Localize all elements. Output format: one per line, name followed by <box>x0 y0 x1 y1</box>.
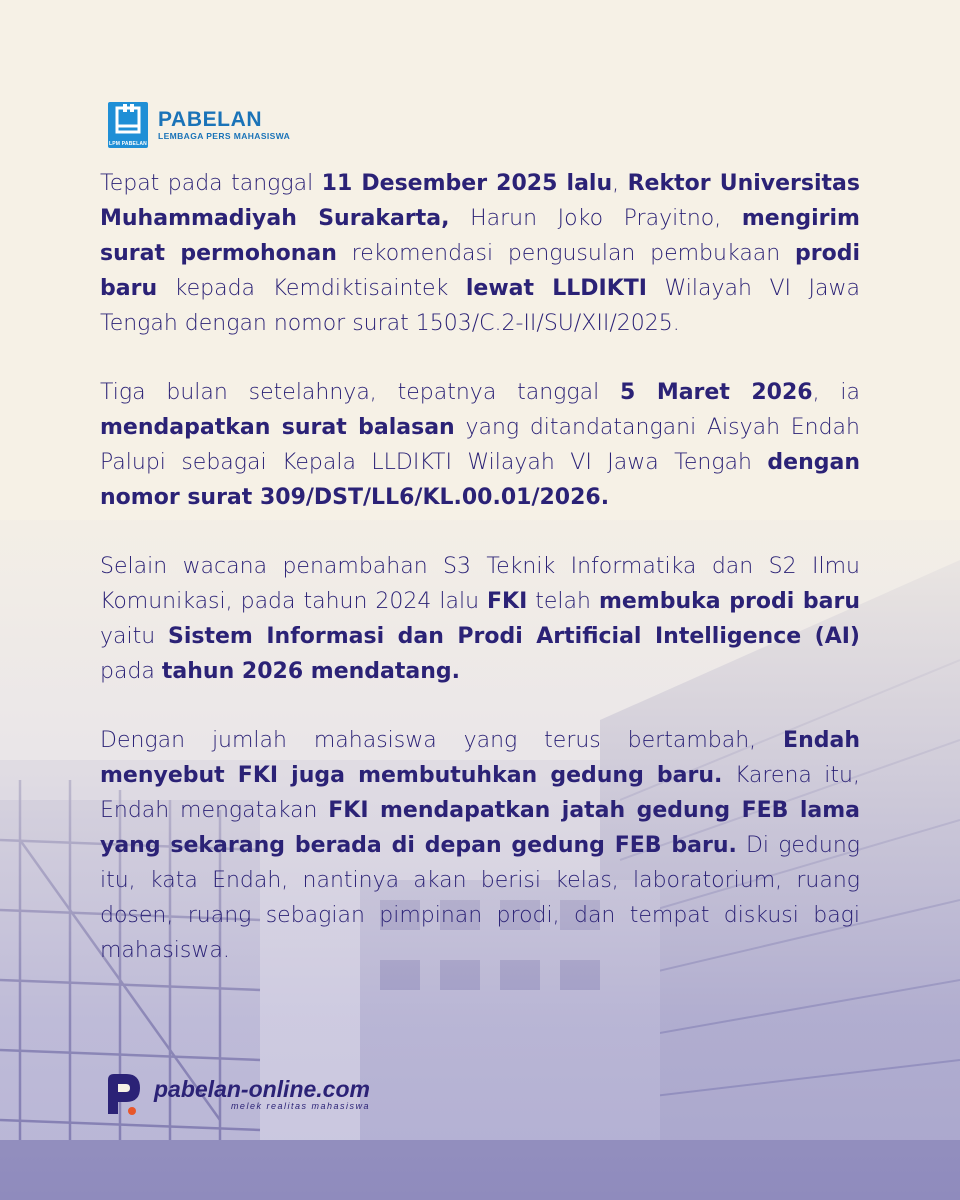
text-run: Di gedung itu, kata Endah, nantinya akan berisi kelas, laboratorium, ruang dosen, ruang sebagian pimpinan prodi, dan tempat diskusi bagi mahasiswa. <box>100 833 860 963</box>
article-paragraph-4 <box>100 723 860 968</box>
text-run: Karena itu, Endah mengatakan <box>100 763 860 823</box>
bold-run: 11 Desember 2025 lalu <box>321 171 613 196</box>
bold-run: dengan nomor surat 309/DST/LL6/KL.00.01/2026. <box>100 450 860 510</box>
text-run: Harun Joko Prayitno, <box>449 206 742 231</box>
text-run: Tiga bulan setelahnya, tepatnya tanggal <box>100 380 621 405</box>
logo-mark-text: LPM PABELAN <box>109 141 147 147</box>
bold-run: tahun 2026 mendatang. <box>161 659 461 684</box>
text-run: , ia <box>812 380 860 405</box>
article-paragraph-1 <box>100 166 860 341</box>
text-run: , <box>612 171 628 196</box>
article-paragraph-3 <box>100 549 860 689</box>
bold-run: mengirim surat permohonan <box>100 206 860 266</box>
bold-run: membuka prodi baru <box>598 589 860 614</box>
bold-run: 5 Maret 2026 <box>620 380 813 405</box>
text-run: Tepat pada tanggal <box>100 171 322 196</box>
article-paragraph-2 <box>100 375 860 515</box>
text-run: Dengan jumlah mahasiswa yang terus bertambah, <box>100 728 784 753</box>
bold-run: Rektor Universitas Muhammadiyah Surakarta, <box>100 171 860 231</box>
article-body <box>100 166 860 1002</box>
bold-run: FKI mendapatkan jatah gedung FEB lama yang sekarang berada di depan gedung FEB baru. <box>100 798 860 858</box>
text-run: kepada Kemdiktisaintek <box>157 276 466 301</box>
text-run: yang ditandatangani Aisyah Endah Palupi sebagai Kepala LLDIKTI Wilayah VI Jawa Tengah <box>100 415 860 475</box>
site-tagline: melek realitas mahasiswa <box>230 1101 370 1111</box>
brand-tagline: LEMBAGA PERS MAHASISWA <box>158 130 291 141</box>
footer-brand <box>100 1070 370 1118</box>
site-url[interactable]: pabelan-online.com <box>154 1076 370 1102</box>
bold-run: FKI <box>487 589 528 614</box>
lpm-pabelan-logo-icon <box>108 102 148 148</box>
text-run: telah <box>527 589 599 614</box>
brand-name: PABELAN <box>158 107 263 131</box>
bold-run: Endah menyebut FKI juga membutuhkan gedung baru. <box>100 728 860 788</box>
bold-run: lewat LLDIKTI <box>465 276 647 301</box>
text-run: rekomendasi pengusulan pembukaan <box>336 241 795 266</box>
text-run: yaitu <box>100 624 169 649</box>
pabelan-logo <box>108 100 290 150</box>
text-run: pada <box>100 659 162 684</box>
text-run: Selain wacana penambahan S3 Teknik Informatika dan S2 Ilmu Komunikasi, pada tahun 2024 lalu <box>100 554 860 614</box>
pabelan-p-logo-icon <box>100 1070 148 1118</box>
bold-run: Sistem Informasi dan Prodi Artificial Intelligence (AI) <box>168 624 860 649</box>
bold-run: mendapatkan surat balasan <box>100 415 455 440</box>
bold-run: prodi baru <box>100 241 860 301</box>
text-run: Wilayah VI Jawa Tengah dengan nomor surat 1503/C.2-II/SU/XII/2025. <box>100 276 860 336</box>
